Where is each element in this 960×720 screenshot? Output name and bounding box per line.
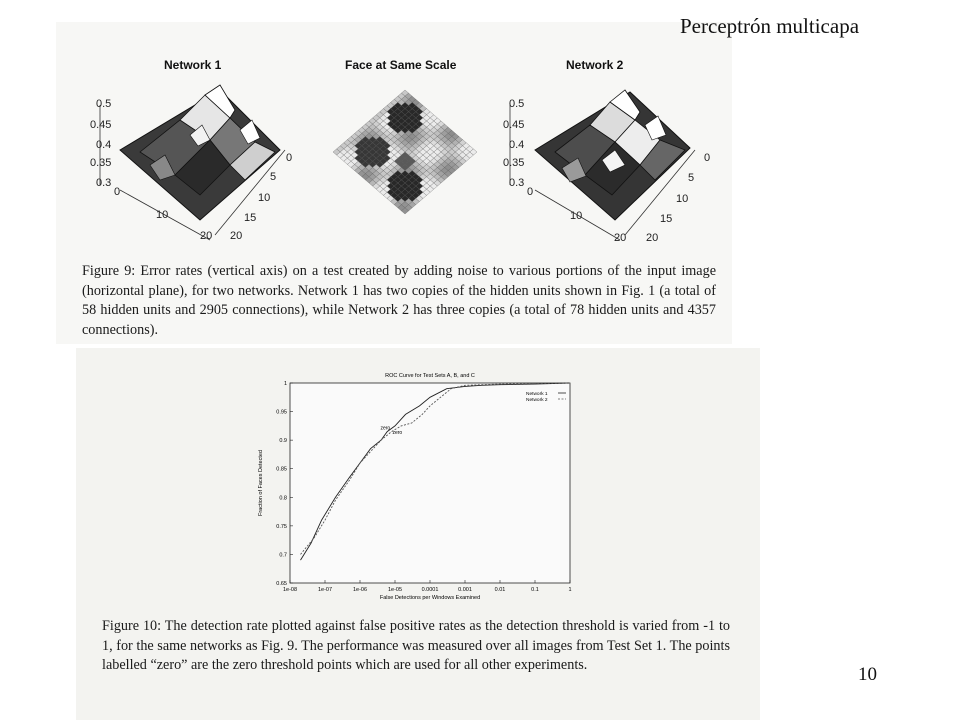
panel-title-network-1: Network 1	[164, 58, 222, 72]
roc-x-tick-label: 1	[568, 587, 572, 593]
roc-y-tick-label: 0.9	[279, 438, 287, 445]
roc-x-tick-label: 1e-08	[282, 587, 298, 593]
roc-xlabel: False Detections per Windows Examined	[379, 595, 481, 601]
figure9-caption	[82, 262, 716, 340]
figure10-caption-text: Figure 10: The detection rate plotted against false positive rates as the detection threshold is varied from -1 to 1, for the same networks as Fig. 9. The performance was measured over all images from Test Set 1. The points labelled “zero” are the zero threshold points which are used for all other experiments.	[102, 618, 730, 673]
n2-left-tick-0: 0	[527, 186, 534, 198]
roc-legend-label-1: Network 1	[526, 392, 548, 397]
n1-z-tick-3: 0.35	[90, 157, 112, 169]
roc-x-tick-label: 1e-05	[387, 587, 403, 593]
roc-legend-label-2: Network 2	[526, 398, 548, 403]
roc-x-tick-label: 0.1	[531, 587, 539, 593]
slide-title: Perceptrón multicapa	[680, 14, 860, 38]
n2-right-tick-2: 10	[676, 193, 689, 205]
roc-x-tick-label: 1e-06	[352, 587, 368, 593]
n2-z-tick-4: 0.3	[509, 177, 525, 189]
roc-x-tick-label: 1e-07	[317, 587, 333, 593]
n2-right-tick-1: 5	[688, 172, 695, 184]
n2-z-tick-2: 0.4	[509, 139, 525, 151]
n1-z-tick-0: 0.5	[96, 98, 112, 110]
roc-y-tick-label: 0.8	[279, 495, 287, 502]
roc-x-tick-label: 0.0001	[421, 587, 439, 593]
n1-z-tick-4: 0.3	[96, 177, 112, 189]
figure10-caption	[102, 617, 730, 676]
panel-title-face: Face at Same Scale	[345, 58, 457, 72]
n2-z-tick-1: 0.45	[503, 119, 525, 131]
n1-right-tick-1: 5	[270, 171, 277, 183]
n1-left-tick-0: 0	[114, 186, 121, 198]
page-number: 10	[858, 664, 877, 685]
n1-z-tick-1: 0.45	[90, 119, 112, 131]
roc-y-tick-label: 0.7	[279, 552, 287, 559]
roc-y-tick-label: 0.95	[276, 409, 287, 416]
n2-right-tick-0: 0	[704, 152, 711, 164]
roc-x-tick-label: 0.001	[458, 587, 472, 593]
roc-annotation-zero: zero	[380, 425, 391, 432]
roc-title: ROC Curve for Test Sets A, B, and C	[385, 373, 475, 379]
roc-y-tick-label: 0.65	[276, 581, 287, 587]
roc-chart	[250, 365, 580, 605]
roc-y-tick-label: 1	[283, 381, 287, 387]
roc-plot-area	[290, 383, 570, 583]
n2-right-tick-3: 15	[660, 213, 673, 225]
n1-left-tick-2: 20	[200, 230, 213, 242]
network-2-surface-plot	[490, 80, 730, 250]
n2-z-tick-0: 0.5	[509, 98, 525, 110]
n1-right-tick-2: 10	[258, 192, 271, 204]
roc-annotation-zero: zero	[392, 430, 403, 437]
network-1-surface-plot	[80, 80, 320, 250]
n2-left-tick-2: 20	[614, 232, 627, 244]
n1-right-tick-3: 15	[244, 212, 257, 224]
face-grid-image	[330, 88, 480, 218]
n1-left-tick-1: 10	[156, 209, 169, 221]
roc-y-tick-label: 0.85	[276, 466, 287, 473]
panel-title-network-2: Network 2	[566, 58, 624, 72]
n1-z-tick-2: 0.4	[96, 139, 112, 151]
n1-right-tick-0: 0	[286, 152, 293, 164]
n1-right-tick-4: 20	[230, 230, 243, 242]
roc-ylabel: Fraction of Faces Detected	[258, 449, 264, 517]
n2-right-tick-4: 20	[646, 232, 659, 244]
roc-y-tick-label: 0.75	[276, 523, 287, 530]
roc-x-tick-label: 0.01	[494, 587, 506, 593]
n2-left-tick-1: 10	[570, 210, 583, 222]
n2-z-tick-3: 0.35	[503, 157, 525, 169]
figure9-caption-text: Figure 9: Error rates (vertical axis) on a test created by adding noise to various portions of the input image (horizontal plane), for two networks. Network 1 has two copies of the hidden units shown in Fig. 1 (a total of 58 hidden units and 2905 connections), while Network 2 has three copies (a total of 78 hidden units and 4357 connections).	[82, 263, 716, 338]
